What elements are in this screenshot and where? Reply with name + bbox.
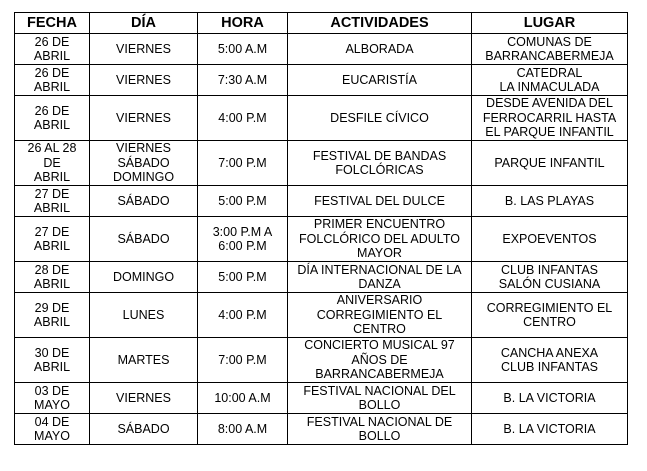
cell-actividad: FESTIVAL NACIONAL DEL BOLLO bbox=[288, 383, 472, 414]
cell-dia: VIERNES bbox=[90, 383, 198, 414]
cell-lugar: PARQUE INFANTIL bbox=[472, 141, 628, 186]
cell-fecha: 26 DE ABRIL bbox=[15, 96, 90, 141]
schedule-table bbox=[14, 12, 628, 445]
cell-fecha: 27 DE ABRIL bbox=[15, 186, 90, 217]
cell-dia: MARTES bbox=[90, 338, 198, 383]
table-row bbox=[15, 293, 628, 338]
cell-lugar: CANCHA ANEXA CLUB INFANTAS bbox=[472, 338, 628, 383]
table-row bbox=[15, 383, 628, 414]
cell-dia: SÁBADO bbox=[90, 186, 198, 217]
cell-actividad: FESTIVAL NACIONAL DE BOLLO bbox=[288, 414, 472, 445]
cell-actividad: ALBORADA bbox=[288, 34, 472, 65]
table-row bbox=[15, 34, 628, 65]
cell-actividad: PRIMER ENCUENTRO FOLCLÓRICO DEL ADULTO MAYOR bbox=[288, 217, 472, 262]
table-row bbox=[15, 186, 628, 217]
cell-dia: VIERNES bbox=[90, 96, 198, 141]
cell-hora: 3:00 P.M A 6:00 P.M bbox=[198, 217, 288, 262]
cell-fecha: 27 DE ABRIL bbox=[15, 217, 90, 262]
table-row bbox=[15, 338, 628, 383]
cell-hora: 4:00 P.M bbox=[198, 96, 288, 141]
header-row bbox=[15, 13, 628, 34]
cell-dia: VIERNES SÁBADO DOMINGO bbox=[90, 141, 198, 186]
cell-fecha: 04 DE MAYO bbox=[15, 414, 90, 445]
cell-actividad: DESFILE CÍVICO bbox=[288, 96, 472, 141]
header-dia: DÍA bbox=[90, 13, 198, 34]
cell-hora: 4:00 P.M bbox=[198, 293, 288, 338]
table-row bbox=[15, 65, 628, 96]
cell-hora: 5:00 P.M bbox=[198, 186, 288, 217]
cell-lugar: EXPOEVENTOS bbox=[472, 217, 628, 262]
cell-fecha: 29 DE ABRIL bbox=[15, 293, 90, 338]
cell-dia: VIERNES bbox=[90, 34, 198, 65]
cell-fecha: 03 DE MAYO bbox=[15, 383, 90, 414]
cell-actividad: CONCIERTO MUSICAL 97 AÑOS DE BARRANCABERMEJA bbox=[288, 338, 472, 383]
cell-actividad: EUCARISTÍA bbox=[288, 65, 472, 96]
table-row bbox=[15, 141, 628, 186]
cell-actividad: FESTIVAL DE BANDAS FOLCLÓRICAS bbox=[288, 141, 472, 186]
cell-lugar: B. LA VICTORIA bbox=[472, 414, 628, 445]
cell-actividad: FESTIVAL DEL DULCE bbox=[288, 186, 472, 217]
cell-hora: 7:30 A.M bbox=[198, 65, 288, 96]
header-hora: HORA bbox=[198, 13, 288, 34]
cell-hora: 5:00 P.M bbox=[198, 262, 288, 293]
cell-lugar: B. LAS PLAYAS bbox=[472, 186, 628, 217]
cell-hora: 8:00 A.M bbox=[198, 414, 288, 445]
cell-lugar: CORREGIMIENTO EL CENTRO bbox=[472, 293, 628, 338]
cell-fecha: 30 DE ABRIL bbox=[15, 338, 90, 383]
header-fecha: FECHA bbox=[15, 13, 90, 34]
cell-hora: 7:00 P.M bbox=[198, 338, 288, 383]
table-row bbox=[15, 262, 628, 293]
cell-dia: DOMINGO bbox=[90, 262, 198, 293]
cell-hora: 7:00 P.M bbox=[198, 141, 288, 186]
cell-dia: LUNES bbox=[90, 293, 198, 338]
cell-actividad: ANIVERSARIO CORREGIMIENTO EL CENTRO bbox=[288, 293, 472, 338]
cell-hora: 5:00 A.M bbox=[198, 34, 288, 65]
cell-lugar: B. LA VICTORIA bbox=[472, 383, 628, 414]
cell-fecha: 28 DE ABRIL bbox=[15, 262, 90, 293]
cell-dia: SÁBADO bbox=[90, 217, 198, 262]
cell-lugar: DESDE AVENIDA DEL FERROCARRIL HASTA EL PARQUE INFANTIL bbox=[472, 96, 628, 141]
cell-dia: VIERNES bbox=[90, 65, 198, 96]
cell-lugar: CATEDRAL LA INMACULADA bbox=[472, 65, 628, 96]
cell-fecha: 26 DE ABRIL bbox=[15, 65, 90, 96]
cell-lugar: CLUB INFANTAS SALÓN CUSIANA bbox=[472, 262, 628, 293]
cell-dia: SÁBADO bbox=[90, 414, 198, 445]
cell-fecha: 26 DE ABRIL bbox=[15, 34, 90, 65]
cell-hora: 10:00 A.M bbox=[198, 383, 288, 414]
table-row bbox=[15, 217, 628, 262]
header-lugar: LUGAR bbox=[472, 13, 628, 34]
table-row bbox=[15, 96, 628, 141]
cell-actividad: DÍA INTERNACIONAL DE LA DANZA bbox=[288, 262, 472, 293]
cell-lugar: COMUNAS DE BARRANCABERMEJA bbox=[472, 34, 628, 65]
table-row bbox=[15, 414, 628, 445]
header-actividades: ACTIVIDADES bbox=[288, 13, 472, 34]
cell-fecha: 26 AL 28 DE ABRIL bbox=[15, 141, 90, 186]
